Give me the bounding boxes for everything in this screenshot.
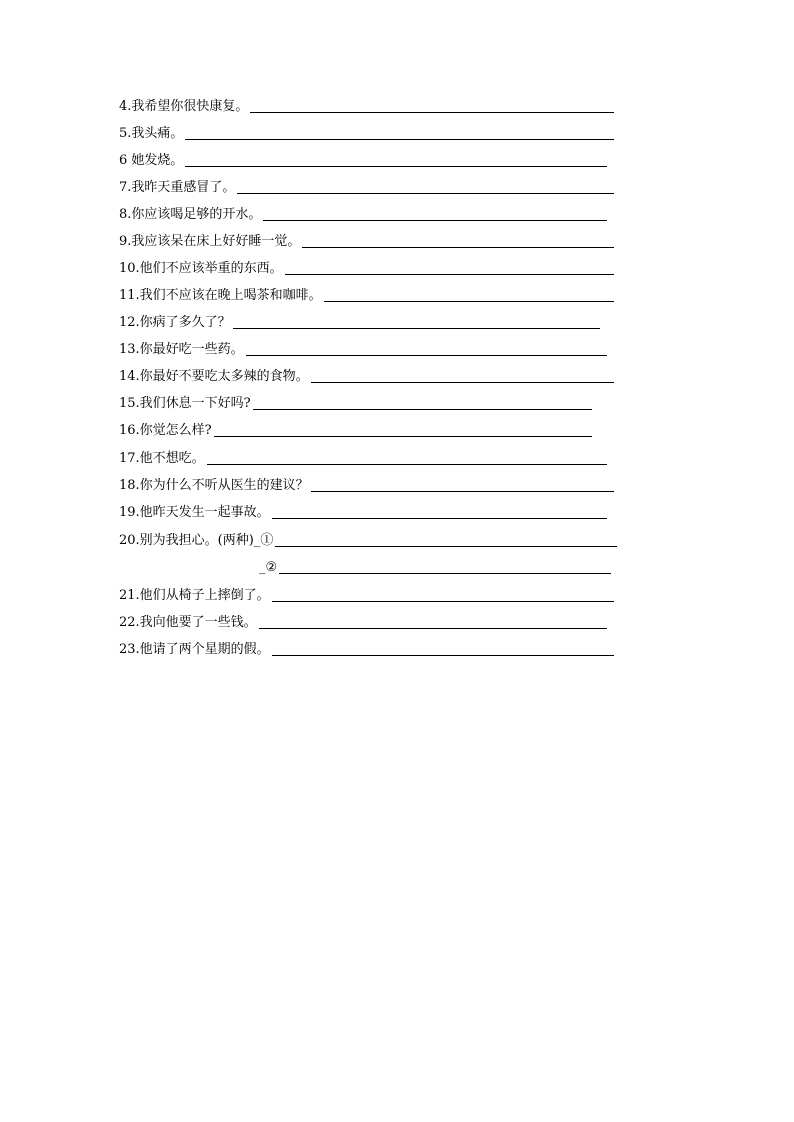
exercise-12-prompt: 12.你病了多久了？ [119, 315, 231, 330]
exercise-19-answer-line[interactable] [272, 518, 607, 519]
exercise-18-answer-line[interactable] [311, 491, 614, 492]
exercise-21 [119, 583, 614, 605]
exercise-15-answer-line[interactable] [253, 409, 592, 410]
exercise-23 [119, 637, 614, 659]
exercise-22-prompt: 22.我向他要了一些钱。 [119, 615, 257, 630]
exercise-6-answer-line[interactable] [185, 166, 607, 167]
exercise-9-answer-line[interactable] [302, 247, 614, 248]
exercise-8-prompt: 8.你应该喝足够的开水。 [119, 207, 262, 222]
exercise-13 [119, 337, 607, 359]
exercise-17-answer-line[interactable] [207, 464, 607, 465]
exercise-15-prompt: 15.我们休息一下好吗? [119, 396, 251, 411]
exercise-20-prompt: 20.别为我担心。(两种)_① [119, 533, 274, 548]
exercise-6-prompt: 6 她发烧。 [119, 153, 184, 168]
exercise-6 [119, 148, 607, 170]
exercise-23-prompt: 23.他请了两个星期的假。 [119, 642, 270, 657]
exercise-14-prompt: 14.你最好不要吃太多辣的食物。 [119, 369, 309, 384]
exercise-18-prompt: 18.你为什么不听从医生的建议？ [119, 478, 309, 493]
exercise-20-mark-2: _② [259, 560, 278, 575]
exercise-20-answer-line-2[interactable] [279, 573, 611, 574]
exercise-13-prompt: 13.你最好吃一些药。 [119, 342, 244, 357]
exercise-17 [119, 446, 607, 468]
exercise-15 [119, 391, 592, 413]
exercise-5 [119, 121, 614, 143]
exercise-17-prompt: 17.他不想吃。 [119, 451, 205, 466]
exercise-10 [119, 256, 614, 278]
exercise-4-answer-line[interactable] [250, 112, 614, 113]
exercise-10-answer-line[interactable] [285, 274, 614, 275]
exercise-16 [119, 418, 592, 440]
exercise-19-prompt: 19.他昨天发生一起事故。 [119, 505, 270, 520]
exercise-4 [119, 94, 614, 116]
exercise-10-prompt: 10.他们不应该举重的东西。 [119, 261, 283, 276]
exercise-4-prompt: 4.我希望你很快康复。 [119, 99, 249, 114]
exercise-7 [119, 175, 614, 197]
exercise-11 [119, 283, 614, 305]
exercise-21-prompt: 21.他们从椅子上摔倒了。 [119, 588, 270, 603]
exercise-9 [119, 229, 614, 251]
exercise-11-prompt: 11.我们不应该在晚上喝茶和咖啡。 [119, 288, 322, 303]
exercise-22 [119, 610, 607, 632]
exercise-14 [119, 364, 614, 386]
exercise-12 [119, 310, 600, 332]
exercise-5-prompt: 5.我头痛。 [119, 126, 184, 141]
exercise-16-prompt: 16.你觉怎么样? [119, 423, 212, 438]
exercise-19 [119, 500, 607, 522]
exercise-13-answer-line[interactable] [246, 355, 607, 356]
exercise-7-answer-line[interactable] [237, 193, 614, 194]
exercise-20-answer-line-1[interactable] [275, 546, 617, 547]
exercise-8 [119, 202, 607, 224]
exercise-21-answer-line[interactable] [272, 601, 614, 602]
exercise-16-answer-line[interactable] [214, 436, 592, 437]
exercise-9-prompt: 9.我应该呆在床上好好睡一觉。 [119, 234, 301, 249]
exercise-23-answer-line[interactable] [272, 655, 614, 656]
exercise-5-answer-line[interactable] [185, 139, 614, 140]
exercise-12-answer-line[interactable] [233, 328, 600, 329]
exercise-20 [119, 528, 617, 550]
exercise-22-answer-line[interactable] [259, 628, 607, 629]
exercise-11-answer-line[interactable] [324, 301, 614, 302]
exercise-14-answer-line[interactable] [311, 382, 614, 383]
exercise-7-prompt: 7.我昨天重感冒了。 [119, 180, 236, 195]
exercise-20-second-answer [259, 555, 611, 577]
exercise-8-answer-line[interactable] [263, 220, 607, 221]
exercise-18 [119, 473, 614, 495]
